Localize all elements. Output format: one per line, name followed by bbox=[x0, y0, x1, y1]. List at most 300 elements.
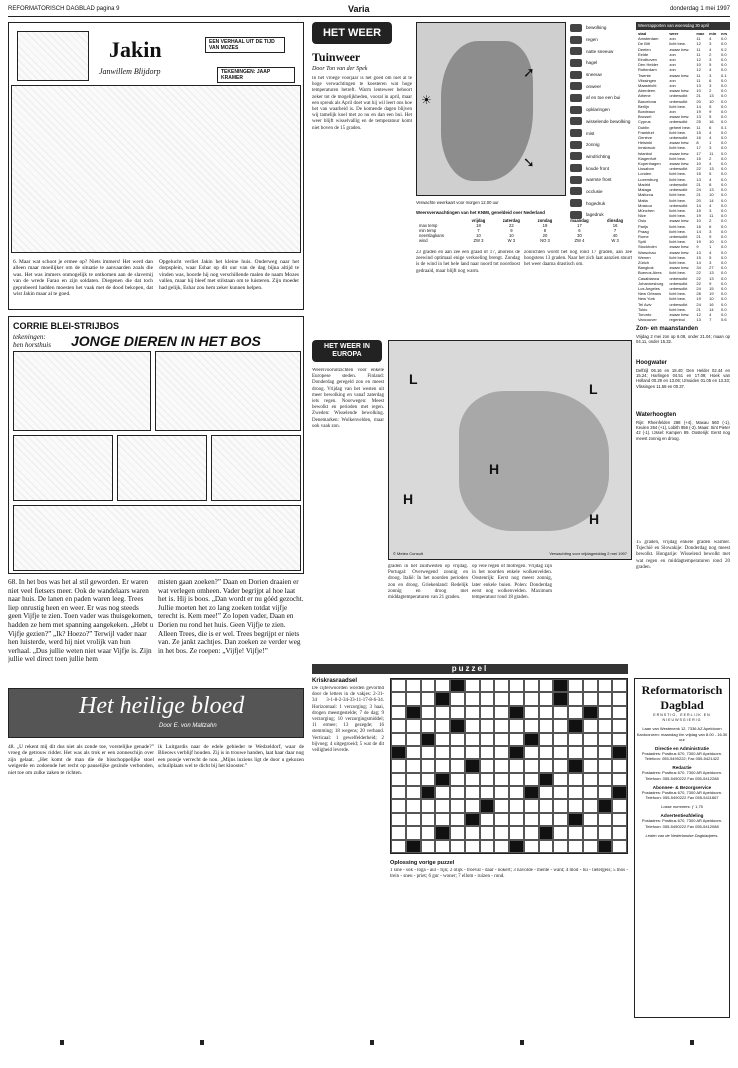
crossword-cell[interactable] bbox=[553, 826, 568, 839]
crossword-cell[interactable] bbox=[553, 813, 568, 826]
table-cell: 0.0 bbox=[721, 181, 727, 187]
crossword-block bbox=[421, 786, 436, 799]
crossword-cell[interactable] bbox=[598, 813, 613, 826]
crossword-cell[interactable] bbox=[391, 773, 406, 786]
crossword-cell[interactable] bbox=[450, 813, 465, 826]
crossword-cell[interactable] bbox=[406, 733, 421, 746]
crossword-cell[interactable] bbox=[612, 826, 627, 839]
crossword-cell[interactable] bbox=[406, 813, 421, 826]
crossword-cell[interactable] bbox=[391, 826, 406, 839]
crossword-cell[interactable] bbox=[553, 773, 568, 786]
crossword-cell[interactable] bbox=[568, 773, 583, 786]
ad-tagline: ERNSTIG, EERLIJK EN NIEUWSGIERIG bbox=[653, 713, 711, 723]
table-cell: Praag bbox=[638, 228, 649, 234]
crossword-cell[interactable] bbox=[553, 746, 568, 759]
crossword-cell[interactable] bbox=[406, 786, 421, 799]
crossword-cell[interactable] bbox=[391, 759, 406, 772]
table-cell: Vancouver bbox=[638, 317, 657, 323]
table-cell: 0.2 bbox=[721, 46, 727, 52]
crossword-cell[interactable] bbox=[465, 692, 480, 705]
crossword-cell[interactable] bbox=[465, 826, 480, 839]
crossword-cell[interactable] bbox=[583, 719, 598, 732]
table-cell: Los Angeles bbox=[638, 285, 660, 291]
crossword-cell[interactable] bbox=[435, 733, 450, 746]
crossword-cell[interactable] bbox=[524, 706, 539, 719]
crossword-cell[interactable] bbox=[539, 706, 554, 719]
crossword-cell[interactable] bbox=[465, 773, 480, 786]
crossword-cell[interactable] bbox=[539, 840, 554, 853]
crossword-cell[interactable] bbox=[450, 706, 465, 719]
table-cell: onbewolkt bbox=[669, 301, 688, 307]
crossword-cell[interactable] bbox=[406, 679, 421, 692]
crossword-cell[interactable] bbox=[524, 746, 539, 759]
table-cell: 0.0 bbox=[721, 311, 727, 317]
crossword-cell[interactable] bbox=[494, 692, 509, 705]
crossword-cell[interactable] bbox=[509, 773, 524, 786]
crossword-cell[interactable] bbox=[568, 706, 583, 719]
table-cell: licht bew. bbox=[669, 41, 686, 47]
crossword-cell[interactable] bbox=[465, 799, 480, 812]
crossword-cell[interactable] bbox=[568, 679, 583, 692]
crossword-cell[interactable] bbox=[509, 813, 524, 826]
crossword-cell[interactable] bbox=[450, 759, 465, 772]
table-cell: licht bew. bbox=[669, 129, 686, 135]
table-cell: Oslo bbox=[638, 218, 647, 224]
crossword-cell[interactable] bbox=[465, 786, 480, 799]
crossword-cell[interactable] bbox=[435, 719, 450, 732]
crossword-cell[interactable] bbox=[598, 706, 613, 719]
tide-text: Delfzijl 06.16 en 18.40; Den Helder 02.44 en 15.24; Harlingen 04.51 en 17.09; Hoek van Holland 00.29 en 13.06; IJmuiden 01.05 en 13.33; Vlissingen 11.58 en 00.37. bbox=[636, 368, 730, 389]
solution-title: Oplossing vorige puzzel bbox=[390, 860, 455, 866]
corrie-panel-1 bbox=[13, 351, 151, 431]
corrie-story-text: 68. In het bos was het al stil geworden. Er waren niet veel fietsers meer. Ook de wandelaars waren naar huis. De lanen en paden waren leeg. Trees liep onrustig heen en weer. Er was nog steeds geen Vijfje te zien. Toen vader was thuisgekomen, hadden ze hem met spanning aangekeken. „Hebt u Vijfje gezien?” „Ik? Hoezo?” Terwijl vader naar hen luisterde, werd hij niet vrolijk van hun verhaal. „Dus jullie weten niet waar Vijfje is. Zijn jullie wel direct toen jullie hem bbox=[8, 578, 154, 664]
crossword-grid[interactable] bbox=[390, 678, 628, 854]
crossword-cell[interactable] bbox=[450, 840, 465, 853]
table-cell: 0.0 bbox=[721, 57, 727, 63]
corrie-comic bbox=[8, 316, 304, 574]
table-cell: Frankfurt bbox=[638, 129, 655, 135]
table-cell: Madrid bbox=[638, 181, 651, 187]
crossword-cell[interactable] bbox=[539, 799, 554, 812]
crossword-cell[interactable] bbox=[598, 679, 613, 692]
corrie-illustrator: tekeningen: ben horsthuis bbox=[13, 333, 51, 349]
jakin-title: Jakin bbox=[109, 37, 162, 62]
crossword-cell[interactable] bbox=[509, 692, 524, 705]
table-cell: 13 bbox=[709, 93, 714, 99]
crossword-cell[interactable] bbox=[494, 813, 509, 826]
ad-advertentie-text: Postadres: Postbus 670, 7300 AR Apeldoorn. Telefoon: 055-5490222 Fax 055-5412088 bbox=[641, 818, 723, 829]
table-cell: 4 bbox=[709, 36, 712, 42]
sun-moon-text: Vrijdag 2 mei zon op 6.08, onder 21.04; maan op 04.11, onder 15.32. bbox=[636, 334, 730, 345]
crossword-cell[interactable] bbox=[391, 706, 406, 719]
crossword-cell[interactable] bbox=[406, 826, 421, 839]
crossword-cell[interactable] bbox=[494, 799, 509, 812]
table-cell: 0.0 bbox=[721, 265, 727, 271]
crossword-cell[interactable] bbox=[524, 826, 539, 839]
crossword-cell[interactable] bbox=[553, 759, 568, 772]
crossword-cell[interactable] bbox=[421, 813, 436, 826]
table-cell: onbewolkt bbox=[669, 166, 688, 172]
crossword-cell[interactable] bbox=[524, 813, 539, 826]
europe-weather-text: Weersvooruitzichten voor enkele Europese steden. Finland: Donderdag geregeld zon en meest droog. Vrijdag van het westen uit meer bewolking en vanaf zaterdag iets regen. Noorwegen: Meest bewolkt en perioden met regen. Zweden: Wisselende bewolking. Denemarken: Wolkenvelden, maar ook vaak zon. bbox=[312, 368, 384, 429]
jakin-episode-text: 6. Maar wat schoot je ermee op? Niets immers! Het werd dan alleen maar moeilijker om de situatie te aanvaarden zoals die was. Het was immers onmogelijk te ontkomen aan de slavernij van de wrede Farao en zijn soldaten. Diegenen die dat toch geprobeerd hadden moesten het vaak met de dood bekopen, dat wist Jakin maar al te goed. bbox=[13, 259, 153, 298]
crossword-cell[interactable] bbox=[583, 773, 598, 786]
table-cell: Den Helder bbox=[638, 62, 659, 68]
crossword-cell[interactable] bbox=[480, 706, 495, 719]
table-cell: 0.0 bbox=[721, 192, 727, 198]
legend-row: onweer bbox=[570, 80, 632, 92]
crossword-cell[interactable] bbox=[465, 840, 480, 853]
table-cell: 0.0 bbox=[721, 296, 727, 302]
ad-abonnee-title: Abonnee- & Bezorgservice bbox=[652, 784, 712, 790]
crossword-cell[interactable] bbox=[553, 733, 568, 746]
crossword-cell[interactable] bbox=[435, 813, 450, 826]
crossword-cell[interactable] bbox=[391, 840, 406, 853]
crossword-cell[interactable] bbox=[435, 679, 450, 692]
legend-row: mist bbox=[570, 127, 632, 139]
crossword-cell[interactable] bbox=[450, 733, 465, 746]
crossword-cell[interactable] bbox=[465, 679, 480, 692]
crossword-cell[interactable] bbox=[391, 733, 406, 746]
crossword-cell[interactable] bbox=[494, 746, 509, 759]
crossword-cell[interactable] bbox=[509, 679, 524, 692]
crossword-cell[interactable] bbox=[421, 719, 436, 732]
crossword-cell[interactable] bbox=[421, 826, 436, 839]
crossword-cell[interactable] bbox=[391, 799, 406, 812]
puzzle-title: Kriskrasraadsel bbox=[312, 678, 358, 684]
crossword-cell[interactable] bbox=[612, 706, 627, 719]
table-cell: zwaar bew. bbox=[669, 72, 690, 78]
crossword-cell[interactable] bbox=[539, 746, 554, 759]
crossword-cell[interactable] bbox=[435, 759, 450, 772]
table-cell: 3 bbox=[709, 83, 712, 89]
table-cell: 10 bbox=[709, 296, 714, 302]
crossword-cell[interactable] bbox=[598, 826, 613, 839]
crossword-cell[interactable] bbox=[480, 840, 495, 853]
crossword-cell[interactable] bbox=[465, 706, 480, 719]
crossword-cell[interactable] bbox=[494, 679, 509, 692]
crossword-cell[interactable] bbox=[539, 679, 554, 692]
crossword-cell[interactable] bbox=[465, 719, 480, 732]
crossword-cell[interactable] bbox=[494, 840, 509, 853]
crossword-cell[interactable] bbox=[494, 706, 509, 719]
crossword-cell[interactable] bbox=[480, 786, 495, 799]
crossword-cell[interactable] bbox=[465, 733, 480, 746]
crossword-cell[interactable] bbox=[612, 679, 627, 692]
crossword-cell[interactable] bbox=[406, 799, 421, 812]
crossword-cell[interactable] bbox=[421, 773, 436, 786]
press-mark bbox=[60, 1040, 64, 1045]
crossword-cell[interactable] bbox=[583, 692, 598, 705]
table-cell: 11 bbox=[696, 36, 701, 42]
crossword-cell[interactable] bbox=[421, 799, 436, 812]
crossword-cell[interactable] bbox=[568, 786, 583, 799]
crossword-cell[interactable] bbox=[583, 759, 598, 772]
crossword-cell[interactable] bbox=[598, 759, 613, 772]
crossword-cell[interactable] bbox=[391, 786, 406, 799]
crossword-cell[interactable] bbox=[524, 692, 539, 705]
crossword-cell[interactable] bbox=[406, 746, 421, 759]
crossword-cell[interactable] bbox=[480, 773, 495, 786]
table-cell: Eelde bbox=[638, 51, 649, 57]
rain-icon bbox=[570, 36, 582, 44]
table-cell: Bordeaux bbox=[638, 109, 656, 115]
table-cell: 0.0 bbox=[721, 166, 727, 172]
table-cell: onbewolkt bbox=[669, 285, 688, 291]
crossword-block bbox=[480, 799, 495, 812]
table-cell: 11 bbox=[696, 124, 701, 130]
crossword-cell[interactable] bbox=[553, 840, 568, 853]
crossword-cell[interactable] bbox=[583, 679, 598, 692]
crossword-cell[interactable] bbox=[391, 719, 406, 732]
crossword-cell[interactable] bbox=[568, 692, 583, 705]
crossword-cell[interactable] bbox=[598, 773, 613, 786]
crossword-cell[interactable] bbox=[612, 799, 627, 812]
table-row bbox=[636, 317, 730, 322]
table-cell: onbewolkt bbox=[669, 187, 688, 193]
map-credit: © Meteo Consult bbox=[393, 551, 423, 556]
crossword-cell[interactable] bbox=[524, 840, 539, 853]
table-cell: 0.0 bbox=[721, 119, 727, 125]
crossword-cell[interactable] bbox=[494, 826, 509, 839]
crossword-cell[interactable] bbox=[568, 799, 583, 812]
crossword-cell[interactable] bbox=[406, 692, 421, 705]
table-cell: licht bew. bbox=[669, 171, 686, 177]
crossword-cell[interactable] bbox=[421, 759, 436, 772]
forecast-row: wind ZW 3 W 3 NO 3 ZW 4 W 3 bbox=[419, 238, 619, 243]
crossword-cell[interactable] bbox=[391, 679, 406, 692]
crossword-block bbox=[450, 679, 465, 692]
cloud-icon bbox=[570, 24, 582, 32]
table-cell: 0.0 bbox=[721, 93, 727, 99]
crossword-cell[interactable] bbox=[553, 786, 568, 799]
crossword-cell[interactable] bbox=[421, 840, 436, 853]
table-cell: Warschau bbox=[638, 249, 656, 255]
crossword-cell[interactable] bbox=[450, 692, 465, 705]
crossword-cell[interactable] bbox=[539, 692, 554, 705]
table-cell: 0.0 bbox=[721, 228, 727, 234]
table-cell: Genève bbox=[638, 135, 653, 141]
crossword-cell[interactable] bbox=[583, 840, 598, 853]
crossword-cell[interactable] bbox=[421, 692, 436, 705]
crossword-cell[interactable] bbox=[509, 733, 524, 746]
table-cell: 0.0 bbox=[721, 103, 727, 109]
table-cell: 9 bbox=[709, 109, 712, 115]
crossword-cell[interactable] bbox=[583, 733, 598, 746]
crossword-cell[interactable] bbox=[450, 773, 465, 786]
crossword-cell[interactable] bbox=[568, 840, 583, 853]
crossword-cell[interactable] bbox=[480, 719, 495, 732]
crossword-cell[interactable] bbox=[553, 719, 568, 732]
table-cell: 6 bbox=[709, 223, 712, 229]
crossword-cell[interactable] bbox=[450, 826, 465, 839]
crossword-cell[interactable] bbox=[612, 813, 627, 826]
crossword-cell[interactable] bbox=[598, 786, 613, 799]
crossword-cell[interactable] bbox=[612, 840, 627, 853]
table-cell: 12 bbox=[696, 57, 701, 63]
crossword-cell[interactable] bbox=[612, 692, 627, 705]
table-cell: 0.0 bbox=[721, 218, 727, 224]
table-cell: 9 bbox=[709, 233, 712, 239]
crossword-block bbox=[509, 706, 524, 719]
crossword-cell[interactable] bbox=[480, 746, 495, 759]
ad-abonnee-text: Postadres: Postbus 670, 7300 AR Apeldoorn. Telefoon: 055-5490222 Fax 055-5411667 bbox=[641, 789, 723, 801]
table-cell: 3 bbox=[709, 228, 712, 234]
crossword-cell[interactable] bbox=[509, 786, 524, 799]
crossword-cell[interactable] bbox=[480, 826, 495, 839]
crossword-cell[interactable] bbox=[480, 813, 495, 826]
puzzle-bar: puzzel bbox=[312, 664, 628, 674]
crossword-cell[interactable] bbox=[539, 733, 554, 746]
crossword-cell[interactable] bbox=[598, 733, 613, 746]
crossword-cell[interactable] bbox=[480, 733, 495, 746]
tide-title: Hoogwater bbox=[636, 360, 668, 366]
table-cell: 5 bbox=[709, 171, 712, 177]
crossword-cell[interactable] bbox=[509, 826, 524, 839]
table-cell: 22 bbox=[696, 270, 701, 276]
netherlands-map bbox=[416, 22, 566, 196]
table-cell: zwaar bew. bbox=[669, 46, 690, 52]
crossword-cell[interactable] bbox=[406, 719, 421, 732]
table-cell: zwaar bew. bbox=[669, 249, 690, 255]
table-cell: 9 bbox=[709, 280, 712, 286]
wind-arrow-icon-2: ➘ bbox=[523, 156, 535, 171]
crossword-cell[interactable] bbox=[406, 773, 421, 786]
crossword-cell[interactable] bbox=[435, 799, 450, 812]
crossword-cell[interactable] bbox=[583, 813, 598, 826]
crossword-cell[interactable] bbox=[494, 719, 509, 732]
crossword-cell[interactable] bbox=[480, 692, 495, 705]
crossword-block bbox=[465, 759, 480, 772]
table-cell: zon bbox=[669, 51, 676, 57]
crossword-cell[interactable] bbox=[568, 826, 583, 839]
crossword-cell[interactable] bbox=[435, 786, 450, 799]
europe-weather-banner: HET WEER IN EUROPA bbox=[312, 340, 382, 362]
crossword-cell[interactable] bbox=[421, 706, 436, 719]
crossword-cell[interactable] bbox=[583, 786, 598, 799]
table-cell: 15 bbox=[696, 207, 701, 213]
crossword-cell[interactable] bbox=[524, 719, 539, 732]
crossword-block bbox=[539, 773, 554, 786]
crossword-cell[interactable] bbox=[598, 746, 613, 759]
crossword-cell[interactable] bbox=[539, 786, 554, 799]
crossword-cell[interactable] bbox=[450, 799, 465, 812]
crossword-cell[interactable] bbox=[509, 799, 524, 812]
table-cell: Athene bbox=[638, 93, 651, 99]
high-pressure-marker: H bbox=[403, 491, 414, 507]
crossword-cell[interactable] bbox=[553, 799, 568, 812]
hail-icon bbox=[570, 59, 582, 67]
crossword-cell[interactable] bbox=[539, 759, 554, 772]
crossword-cell[interactable] bbox=[509, 719, 524, 732]
table-cell: 0.0 bbox=[721, 254, 727, 260]
table-cell: Kopenhagen bbox=[638, 161, 661, 167]
table-cell: 0.0 bbox=[721, 77, 727, 83]
crossword-cell[interactable] bbox=[435, 706, 450, 719]
table-cell: 0.0 bbox=[721, 36, 727, 42]
crossword-cell[interactable] bbox=[480, 679, 495, 692]
crossword-cell[interactable] bbox=[524, 759, 539, 772]
table-cell: licht bew. bbox=[669, 296, 686, 302]
crossword-cell[interactable] bbox=[612, 719, 627, 732]
corrie-headline: JONGE DIEREN IN HET BOS bbox=[71, 333, 261, 349]
legend-row: opklaringen bbox=[570, 104, 632, 116]
crossword-cell[interactable] bbox=[494, 759, 509, 772]
crossword-cell[interactable] bbox=[406, 759, 421, 772]
table-cell: Tel Aviv bbox=[638, 301, 652, 307]
crossword-cell[interactable] bbox=[480, 759, 495, 772]
table-cell: 10 bbox=[709, 239, 714, 245]
crossword-cell[interactable] bbox=[435, 746, 450, 759]
crossword-block bbox=[553, 679, 568, 692]
europe-weather-text-3: op vele regen of motregen. Vrijdag zijn in het noorden enkele wolkenvelden. Oostenrijk: Eerst nog meest zonnig, later enkele buien. Polen: Donderdag eerst nog wolkenvelden. Maximum temperatuur rond 18 graden. bbox=[472, 564, 552, 601]
crossword-cell[interactable] bbox=[598, 692, 613, 705]
table-cell: zon bbox=[669, 62, 676, 68]
crossword-cell[interactable] bbox=[494, 786, 509, 799]
crossword-cell[interactable] bbox=[568, 733, 583, 746]
table-cell: zwaar bew. bbox=[669, 161, 690, 167]
shower-icon bbox=[570, 94, 582, 102]
crossword-cell[interactable] bbox=[450, 786, 465, 799]
crossword-cell[interactable] bbox=[435, 840, 450, 853]
table-cell: 0.0 bbox=[721, 155, 727, 161]
crossword-cell[interactable] bbox=[465, 746, 480, 759]
high-pressure-marker: H bbox=[589, 511, 600, 527]
crossword-cell[interactable] bbox=[539, 719, 554, 732]
forecast-row: max temp 18 22 19 17 16 bbox=[419, 223, 618, 228]
crossword-cell[interactable] bbox=[612, 759, 627, 772]
crossword-cell[interactable] bbox=[421, 679, 436, 692]
table-cell: 11 bbox=[696, 77, 701, 83]
table-cell: Klagenfurt bbox=[638, 155, 657, 161]
table-cell: 21 bbox=[696, 93, 701, 99]
crossword-cell[interactable] bbox=[612, 733, 627, 746]
table-cell: 3 bbox=[709, 41, 712, 47]
crossword-cell[interactable] bbox=[509, 759, 524, 772]
table-cell: 20 bbox=[696, 98, 701, 104]
crossword-cell[interactable] bbox=[524, 679, 539, 692]
table-cell: 0.0 bbox=[721, 244, 727, 250]
crossword-cell[interactable] bbox=[539, 813, 554, 826]
crossword-cell[interactable] bbox=[391, 692, 406, 705]
crossword-cell[interactable] bbox=[583, 799, 598, 812]
crossword-cell[interactable] bbox=[583, 826, 598, 839]
ad-title: Reformatorisch Dagblad bbox=[641, 683, 723, 712]
table-cell: licht bew. bbox=[669, 254, 686, 260]
crossword-cell[interactable] bbox=[568, 746, 583, 759]
crossword-cell[interactable] bbox=[494, 733, 509, 746]
legend-row: lagedruk bbox=[570, 209, 632, 221]
crossword-cell[interactable] bbox=[583, 746, 598, 759]
crossword-cell[interactable] bbox=[450, 746, 465, 759]
crossword-cell[interactable] bbox=[391, 813, 406, 826]
snow-icon bbox=[570, 71, 582, 79]
crossword-cell[interactable] bbox=[612, 773, 627, 786]
crossword-cell[interactable] bbox=[421, 746, 436, 759]
table-cell: 21 bbox=[696, 192, 701, 198]
crossword-cell[interactable] bbox=[553, 706, 568, 719]
crossword-cell[interactable] bbox=[598, 719, 613, 732]
occlusion-icon bbox=[570, 187, 582, 195]
table-cell: Rotterdam bbox=[638, 67, 657, 73]
crossword-cell[interactable] bbox=[494, 773, 509, 786]
corrie-panel-5 bbox=[211, 435, 301, 501]
table-cell: Deelen bbox=[638, 46, 651, 52]
crossword-cell[interactable] bbox=[524, 773, 539, 786]
crossword-cell[interactable] bbox=[524, 799, 539, 812]
table-cell: licht bew. bbox=[669, 306, 686, 312]
table-cell: 4 bbox=[709, 311, 712, 317]
